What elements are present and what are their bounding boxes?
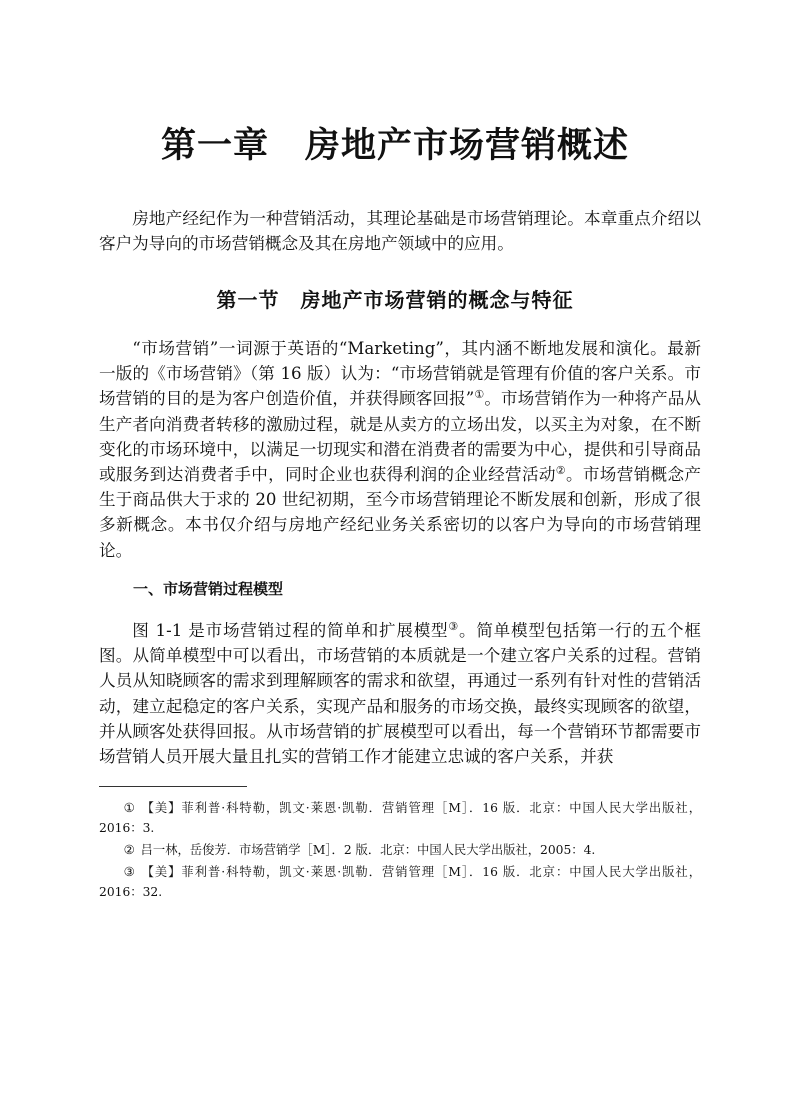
paragraph-1-part-2: 。市场营销作为一种将产品从生产者向消费者转移的激励过程，就是从卖方的立场出发，以买主为对象，在不断变化的市场环境中，以满足一切现实和潜在消费者的需要为中心，提供和引导商品或服务到达消费者手中，同时企业也获得利润的企业经营活动 bbox=[99, 389, 701, 485]
footnote-text: 【美】菲利普·科特勒，凯文·莱恩·凯勒．营销管理［M］．16 版．北京：中国人民大学出版社，2016：32. bbox=[99, 865, 701, 899]
intro-block bbox=[99, 206, 701, 256]
footnote-mark: ② bbox=[123, 843, 135, 857]
section-title: 第一节 房地产市场营销的概念与特征 bbox=[216, 288, 574, 312]
footnote-text: 【美】菲利普·科特勒，凯文·莱恩·凯勒．营销管理［M］．16 版．北京：中国人民大学出版社，2016：3. bbox=[99, 801, 701, 835]
paragraph-1 bbox=[99, 336, 701, 563]
footnote-item bbox=[99, 840, 701, 860]
paragraph-2-part-2: 。简单模型包括第一行的五个框图。从简单模型中可以看出，市场营销的本质就是一个建立客户关系的过程。营销人员从知晓顾客的需求到理解顾客的需求和欲望，再通过一系列有针对性的营销活动，建立起稳定的客户关系，实现产品和服务的市场交换，最终实现顾客的欲望，并从顾客处获得回报。从市场营销的扩展模型可以看出，每一个营销环节都需要市场营销人员开展大量且扎实的营销工作才能建立忠诚的客户关系，并获 bbox=[99, 621, 701, 767]
footnote-item bbox=[99, 798, 701, 838]
footnote-ref-1: ① bbox=[474, 388, 485, 402]
footnote-item bbox=[99, 862, 701, 902]
intro-paragraph: 房地产经纪作为一种营销活动，其理论基础是市场营销理论。本章重点介绍以客户为导向的市场营销概念及其在房地产领域中的应用。 bbox=[99, 209, 701, 254]
footnote-mark: ③ bbox=[123, 865, 136, 879]
footnote-text: 吕一林，岳俊芳．市场营销学［M］．2 版．北京：中国人民大学出版社，2005：4. bbox=[140, 843, 596, 857]
paragraph-2 bbox=[99, 618, 701, 769]
paragraph-1-part-3: 。市场营销概念产生于商品供大于求的 20 世纪初期，至今市场营销理论不断发展和创新，形成了很多新概念。本书仅介绍与房地产经纪业务关系密切的以客户为导向的市场营销理论。 bbox=[99, 465, 701, 560]
chapter-title: 第一章 房地产市场营销概述 bbox=[160, 126, 629, 166]
footnotes bbox=[99, 798, 701, 904]
paragraph-1-part-1: “市场营销”一词源于英语的“Marketing”，其内涵不断地发展和演化。最新一版的《市场营销》（第 16 版）认为：“市场营销就是管理有价值的客户关系。市场营销的目的是为客户创造价值，并获得顾客回报” bbox=[99, 339, 701, 409]
subheading: 一、市场营销过程模型 bbox=[133, 580, 284, 598]
paragraph-2-part-1: 图 1-1 是市场营销过程的简单和扩展模型 bbox=[132, 621, 449, 640]
paragraph-2-text bbox=[99, 618, 701, 769]
footnote-divider bbox=[99, 786, 247, 787]
footnote-mark: ① bbox=[123, 801, 136, 815]
paragraph-1-text bbox=[99, 336, 701, 563]
footnote-ref-3: ③ bbox=[448, 620, 459, 633]
footnote-ref-2: ② bbox=[555, 464, 566, 478]
